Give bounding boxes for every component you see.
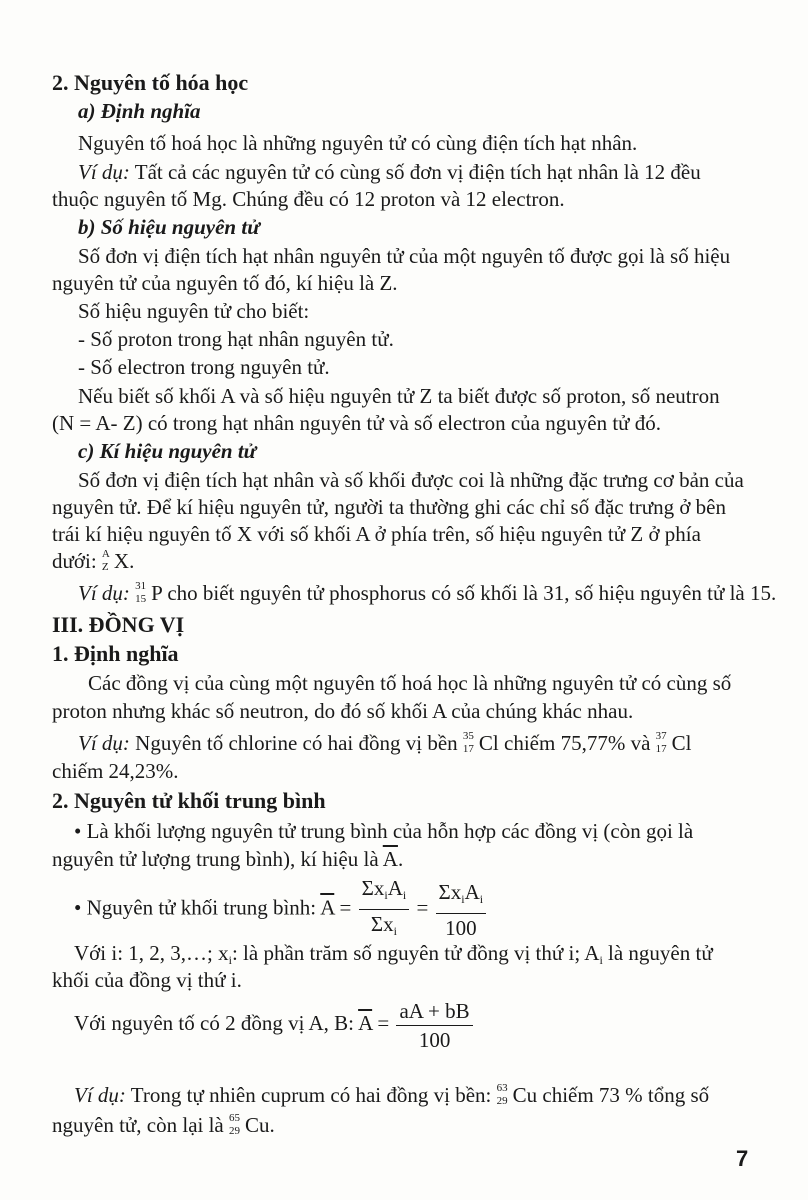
list-item: - Số proton trong hạt nhân nguyên tử. <box>78 327 394 351</box>
paragraph-line: dưới: A Z X. <box>52 548 135 573</box>
example-line: Ví dụ: 31 15 P cho biết nguyên tử phosphorus có số khối là 31, số hiệu nguyên tử là 15. <box>78 580 777 605</box>
paragraph-line: nguyên tử. Để kí hiệu nguyên tử, người ta thường ghi các chỉ số đặc trưng ở bên <box>52 495 726 519</box>
paragraph-line: Số đơn vị điện tích hạt nhân và số khối được coi là những đặc trưng cơ bản của <box>78 468 744 492</box>
example-line: thuộc nguyên tố Mg. Chúng đều có 12 proton và 12 electron. <box>52 187 565 211</box>
paragraph-line: nguyên tử của nguyên tố đó, kí hiệu là Z. <box>52 271 398 295</box>
fraction: $\frac{aA + bB}{100}$ <box>396 999 472 1052</box>
example-line: Ví dụ: Nguyên tố chlorine có hai đồng vị bền 35 17 Cl chiếm 75,77% và 37 17 Cl <box>78 730 692 755</box>
list-item: - Số electron trong nguyên tử. <box>78 355 330 379</box>
nuclide-notation: 65 29 <box>229 1112 241 1137</box>
example-line: Ví dụ: Tất cả các nguyên tử có cùng số đơn vị điện tích hạt nhân là 12 đều <box>78 160 701 184</box>
paragraph-line: Các đồng vị của cùng một nguyên tố hoá học là những nguyên tử có cùng số <box>88 671 732 695</box>
paragraph-line: Nếu biết số khối A và số hiệu nguyên tử Z ta biết được số proton, số neutron <box>78 384 720 408</box>
section-heading: 1. Định nghĩa <box>52 641 179 666</box>
paragraph-line: proton nhưng khác số neutron, do đó số khối A của chúng khác nhau. <box>52 699 634 723</box>
fraction: $\frac{\Sigma x_iA_i}{\Sigma x_i}$ <box>359 876 410 943</box>
paragraph-line: khối của đồng vị thứ i. <box>52 968 242 992</box>
section-heading: 2. Nguyên tố hóa học <box>52 70 249 95</box>
formula-line: • Nguyên tử khối trung bình: $\overline{A}$ = $\frac{\Sigma x_iA_i}{\Sigma x_i}$ = $\frac{\Sigma x_iA_i}{100}$ <box>74 876 488 943</box>
paragraph-line: Nguyên tố hoá học là những nguyên tử có cùng điện tích hạt nhân. <box>78 131 638 155</box>
example-line: nguyên tử, còn lại là 65 29 Cu. <box>52 1112 275 1137</box>
example-line: chiếm 24,23%. <box>52 759 179 783</box>
paragraph-line: (N = A- Z) có trong hạt nhân nguyên tử và số electron của nguyên tử đó. <box>52 411 662 435</box>
fraction: $\frac{\Sigma x_iA_i}{100}$ <box>436 880 487 940</box>
nuclide-notation: A Z <box>101 548 110 573</box>
bullet-item: • Là khối lượng nguyên tử trung bình của hỗn hợp các đồng vị (còn gọi là <box>74 819 694 843</box>
subsection-heading: c) Kí hiệu nguyên tử <box>78 439 257 463</box>
formula-line: Với nguyên tố có 2 đồng vị A, B: $\overline{A}$ = $\frac{aA + bB}{100}$ <box>74 994 475 1052</box>
section-heading: III. ĐỒNG VỊ <box>52 612 185 637</box>
paragraph-line: Với i: 1, 2, 3,…; $x_i$: là phần trăm số nguyên tử đồng vị thứ i; $A_i$ là nguyên tử <box>74 941 713 967</box>
paragraph-line: trái kí hiệu nguyên tố X với số khối A ở phía trên, số hiệu nguyên tử Z ở phía <box>52 522 701 546</box>
example-line: Ví dụ: Trong tự nhiên cuprum có hai đồng vị bền: 63 29 Cu chiếm 73 % tổng số <box>74 1082 710 1107</box>
paragraph-line: Số hiệu nguyên tử cho biết: <box>78 299 310 323</box>
nuclide-notation: 63 29 <box>496 1082 508 1107</box>
example-label: Ví dụ: <box>78 160 130 184</box>
subsection-heading: b) Số hiệu nguyên tử <box>78 215 260 239</box>
bullet-icon: • <box>74 819 82 843</box>
paragraph-line: Số đơn vị điện tích hạt nhân nguyên tử của một nguyên tố được gọi là số hiệu <box>78 244 731 268</box>
section-heading: 2. Nguyên tử khối trung bình <box>52 788 326 813</box>
nuclide-notation: 35 17 <box>462 730 474 755</box>
nuclide-notation: 31 15 <box>135 580 147 605</box>
nuclide-notation: 37 17 <box>655 730 667 755</box>
bullet-item: nguyên tử lượng trung bình), kí hiệu là $\overline{A}$. <box>52 847 404 871</box>
bullet-icon: • <box>74 895 82 920</box>
subsection-heading: a) Định nghĩa <box>78 99 201 123</box>
page-number: 7 <box>736 1146 749 1171</box>
